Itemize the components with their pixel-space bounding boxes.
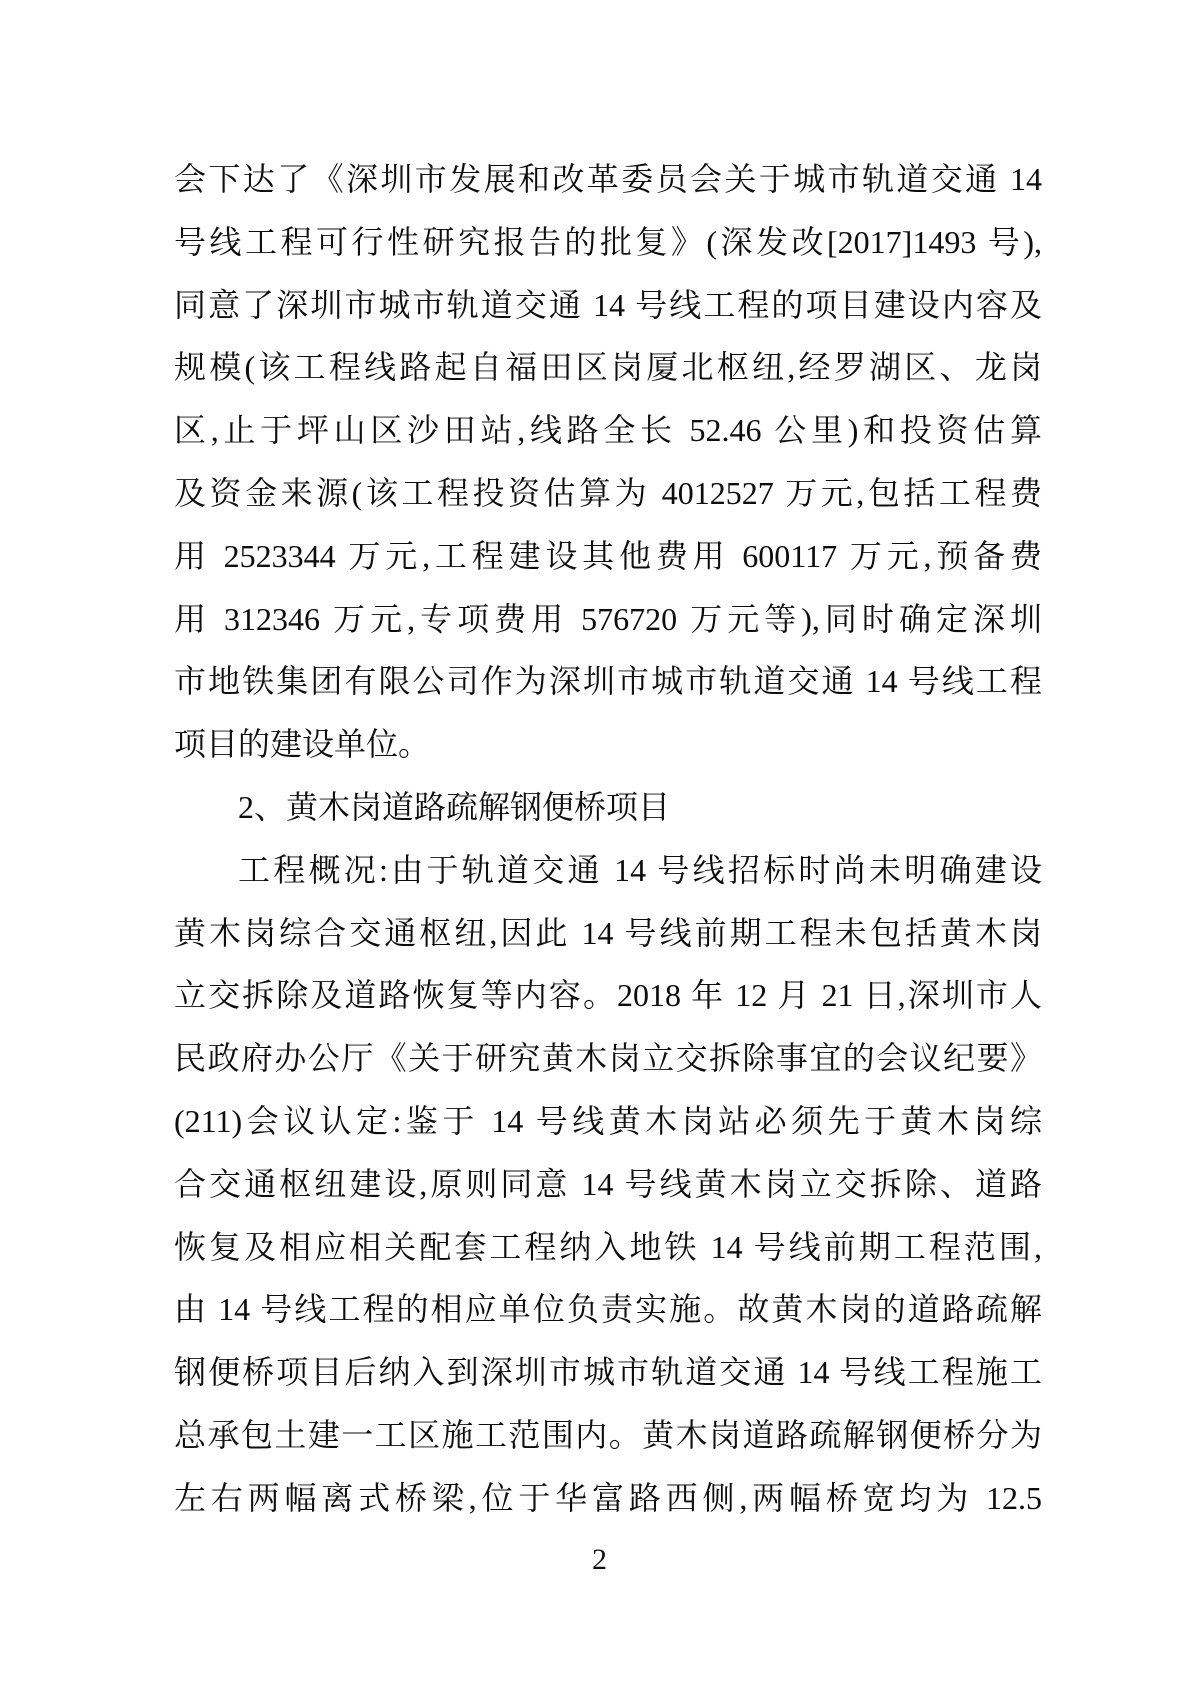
- text-line: 会下达了《深圳市发展和改革委员会关于城市轨道交通 14: [174, 161, 1042, 197]
- section-heading: 2、黄木岗道路疏解钢便桥项目: [238, 788, 671, 825]
- text-line: 立交拆除及道路恢复等内容。2018 年 12 月 21 日,深圳市人: [174, 977, 1042, 1014]
- text-line: 合交通枢纽建设,原则同意 14 号线黄木岗立交拆除、道路: [174, 1165, 1042, 1202]
- text-line: 市地铁集团有限公司作为深圳市城市轨道交通 14 号线工程: [174, 663, 1042, 700]
- text-line: 用 2523344 万元,工程建设其他费用 600117 万元,预备费: [174, 537, 1042, 574]
- text-line: 规模(该工程线路起自福田区岗厦北枢纽,经罗湖区、龙岗: [174, 349, 1042, 386]
- text-line: 钢便桥项目后纳入到深圳市城市轨道交通 14 号线工程施工: [174, 1354, 1042, 1391]
- text-line: 及资金来源(该工程投资估算为 4012527 万元,包括工程费: [174, 474, 1042, 511]
- page-number: 2: [592, 1543, 607, 1576]
- document-body: [174, 148, 1042, 1530]
- text-line: 用 312346 万元,专项费用 576720 万元等),同时确定深圳: [174, 600, 1042, 637]
- text-line: 恢复及相应相关配套工程纳入地铁 14 号线前期工程范围,: [174, 1228, 1042, 1265]
- text-line: (211)会议认定:鉴于 14 号线黄木岗站必须先于黄木岗综: [174, 1102, 1042, 1139]
- text-line: 工程概况:由于轨道交通 14 号线招标时尚未明确建设: [238, 851, 1042, 888]
- text-line: 号线工程可行性研究报告的批复》(深发改[2017]1493 号),: [174, 223, 1042, 260]
- text-line: 总承包土建一工区施工范围内。黄木岗道路疏解钢便桥分为: [174, 1416, 1042, 1453]
- text-line: 黄木岗综合交通枢纽,因此 14 号线前期工程未包括黄木岗: [174, 914, 1042, 951]
- text-line: 同意了深圳市城市轨道交通 14 号线工程的项目建设内容及: [174, 286, 1042, 323]
- text-line: 民政府办公厅《关于研究黄木岗立交拆除事宜的会议纪要》: [174, 1040, 1042, 1077]
- text-line: 区,止于坪山区沙田站,线路全长 52.46 公里)和投资估算: [174, 412, 1042, 449]
- text-line: 由 14 号线工程的相应单位负责实施。故黄木岗的道路疏解: [174, 1291, 1042, 1328]
- text-line: 项目的建设单位。: [174, 726, 431, 763]
- text-line: 左右两幅离式桥梁,位于华富路西侧,两幅桥宽均为 12.5: [174, 1479, 1042, 1516]
